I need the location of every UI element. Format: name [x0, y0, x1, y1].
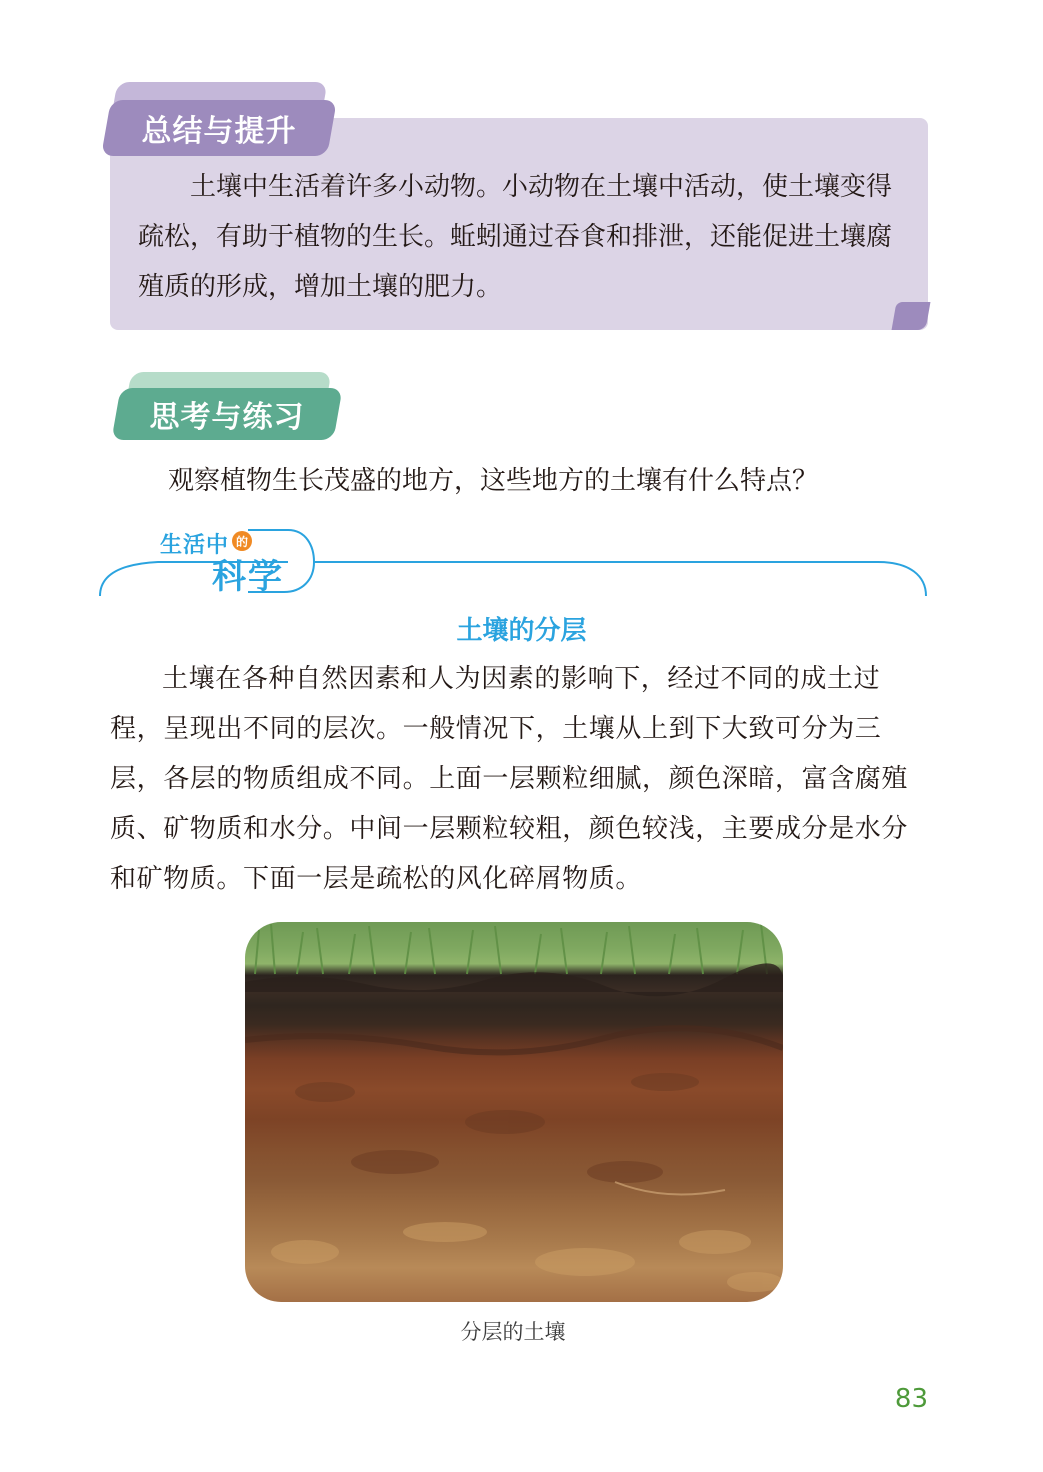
- summary-text: 土壤中生活着许多小动物。小动物在土壤中活动，使土壤变得疏松，有助于植物的生长。蚯蚓通过吞食和排泄，还能促进土壤腐殖质的形成，增加土壤的肥力。: [138, 172, 893, 302]
- summary-corner-decoration: [892, 302, 931, 330]
- science-banner-label-big: 科学: [212, 557, 284, 597]
- summary-heading: 总结与提升: [141, 114, 297, 149]
- soil-photo-texture: [245, 922, 783, 1302]
- practice-heading: 思考与练习: [149, 400, 305, 435]
- soil-profile-photo: [245, 922, 783, 1302]
- science-banner-badge: 的: [232, 531, 252, 551]
- article-body: 土壤在各种自然因素和人为因素的影响下，经过不同的成土过程，呈现出不同的层次。一般情况下，土壤从上到下大致可分为三层，各层的物质组成不同。上面一层颗粒细腻，颜色深暗，富含腐殖质、矿物质和水分。中间一层颗粒较粗，颜色较浅，主要成分是水分和矿物质。下面一层是疏松的风化碎屑物质。: [110, 664, 909, 894]
- page-number: 83: [894, 1384, 928, 1414]
- figure-caption: 分层的土壤: [460, 1320, 566, 1344]
- practice-question: 观察植物生长茂盛的地方，这些地方的土壤有什么特点？: [168, 466, 819, 496]
- article-title: 土壤的分层: [456, 616, 587, 646]
- science-banner-label-small: 生活中: [160, 533, 230, 558]
